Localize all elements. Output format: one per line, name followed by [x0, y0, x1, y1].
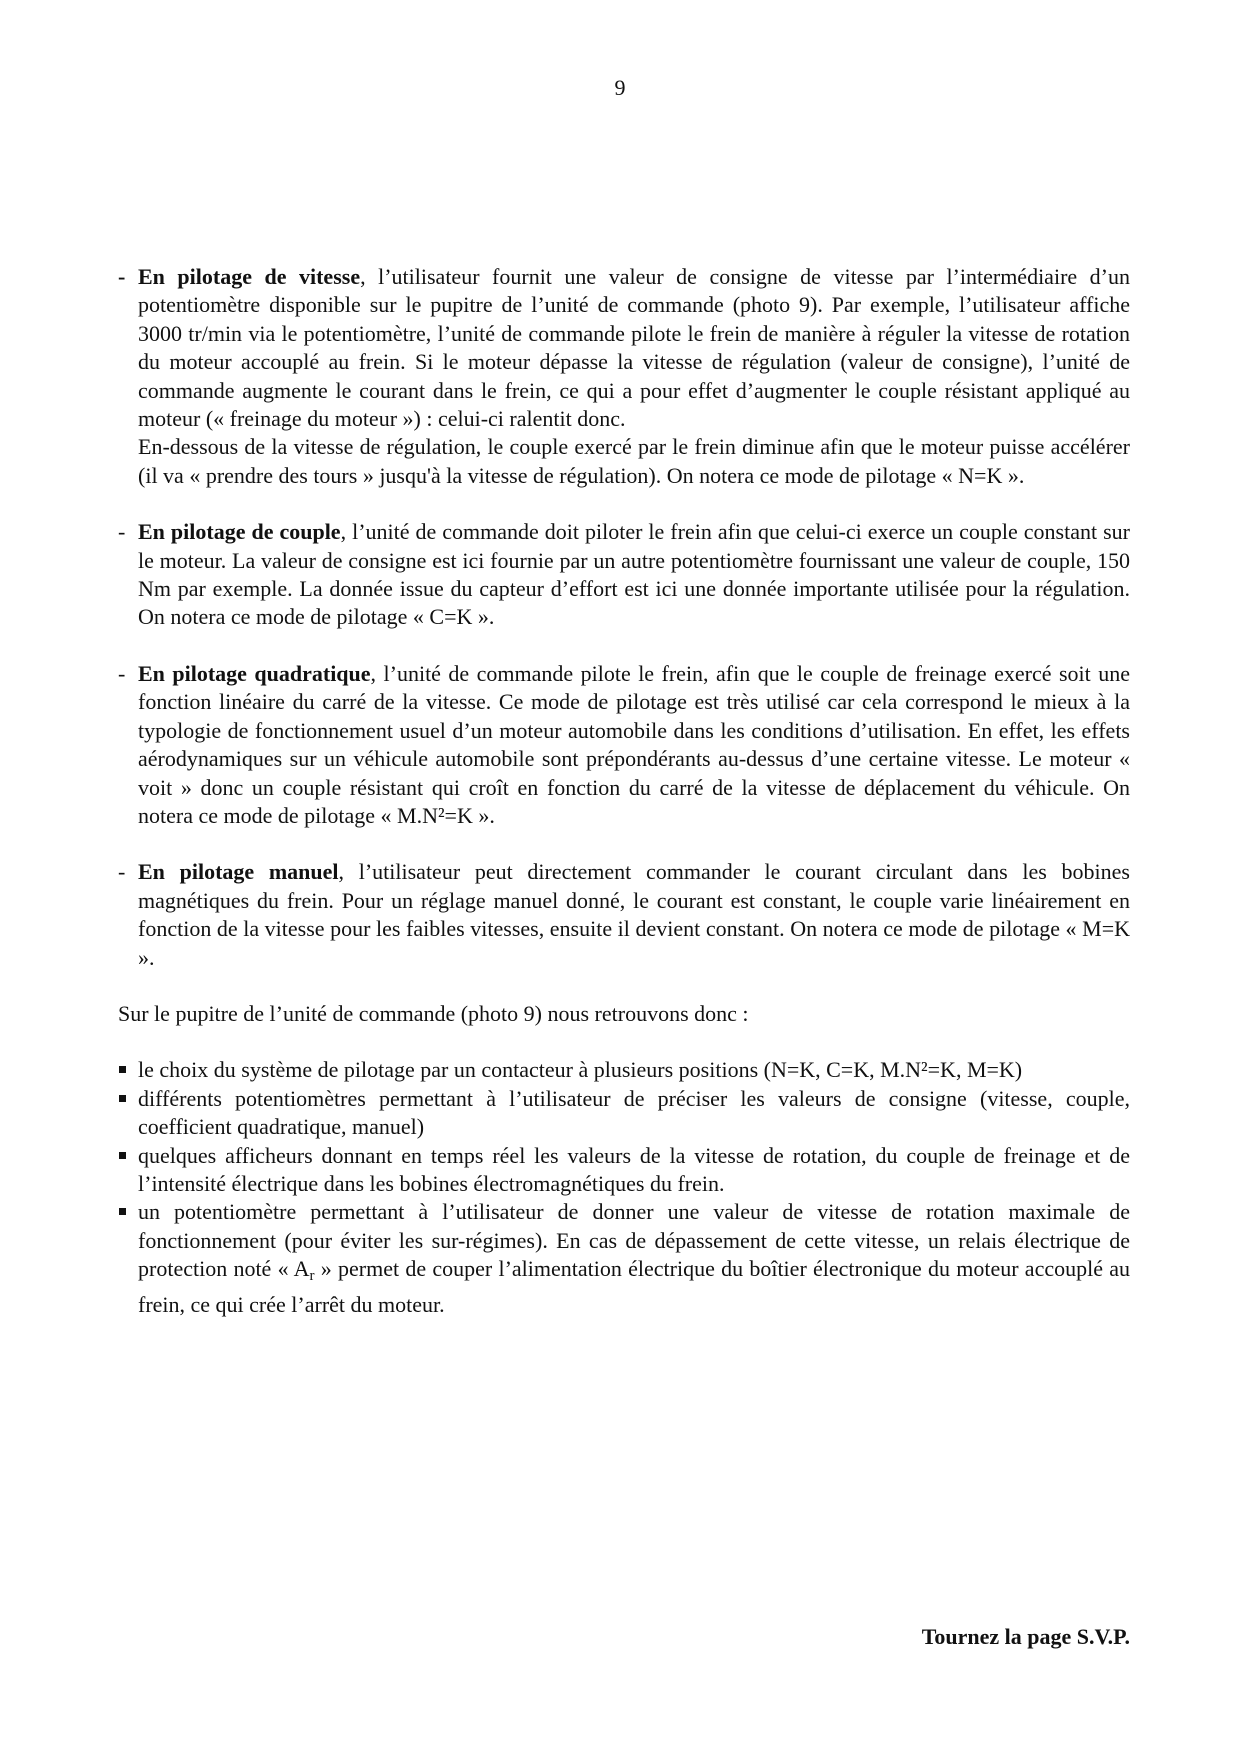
- section-manuel: [118, 858, 1130, 972]
- list-item: [118, 1198, 1130, 1319]
- section-couple: [118, 518, 1130, 632]
- section-quadratique: [118, 660, 1130, 830]
- document-body: [118, 263, 1130, 1319]
- list-item: [118, 1085, 1130, 1142]
- section-vitesse: [118, 263, 1130, 490]
- page-number: 9: [614, 75, 626, 100]
- intro-paragraph: Sur le pupitre de l’unité de commande (photo 9) nous retrouvons donc :: [118, 1000, 749, 1026]
- section-paragraph: En-dessous de la vitesse de régulation, le couple exercé par le frein diminue afin que le moteur puisse accélérer (il va « prendre des tours » jusqu'à la vitesse de régulation). On notera ce mode de pilotage « N=K ».: [138, 434, 1130, 488]
- section-title: En pilotage de vitesse: [138, 264, 361, 289]
- section-paragraph: [138, 263, 1130, 433]
- list-dash: -: [118, 519, 126, 545]
- list-item-text: différents potentiomètres permettant à l’utilisateur de préciser les valeurs de consigne (vitesse, couple, coefficient quadratique, manuel): [138, 1085, 1130, 1140]
- section-title: En pilotage quadratique: [138, 660, 371, 686]
- square-bullet-icon: [119, 1095, 126, 1102]
- bullet-list: [118, 1056, 1130, 1319]
- square-bullet-icon: [119, 1066, 126, 1073]
- list-item-text: un potentiomètre permettant à l’utilisateur de donner une valeur de vitesse de rotation maximale de fonctionnement (pour éviter les sur-régimes). En cas de dépassement de cette vitesse, un relais électrique de protection noté « A: [138, 1199, 1130, 1282]
- list-dash: -: [118, 660, 126, 686]
- list-dash: -: [118, 859, 126, 885]
- section-title: En pilotage de couple: [138, 519, 341, 545]
- list-item: [118, 1056, 1130, 1084]
- section-text: , l’utilisateur fournit une valeur de consigne de vitesse par l’intermédiaire d’un potentiomètre disponible sur le pupitre de l’unité de commande (photo 9). Par exemple, l’utilisateur affiche 3000 tr/min via le potentiomètre, l’unité de commande pilote le frein de manière à réguler la vitesse de rotation du moteur accouplé au frein. Si le moteur dépasse la vitesse de régulation (valeur de consigne), l’unité de commande augmente le courant dans le frein, ce qui a pour effet d’augmenter le couple résistant appliqué au moteur (« freinage du moteur ») : celui-ci ralentit donc.: [138, 264, 1130, 432]
- section-title: En pilotage manuel: [138, 859, 339, 885]
- list-item-text: quelques afficheurs donnant en temps réel les valeurs de la vitesse de rotation, du couple de freinage et de l’intensité électrique dans les bobines électromagnétiques du frein.: [138, 1142, 1130, 1196]
- section-text: , l’unité de commande pilote le frein, afin que le couple de freinage exercé soit une fonction linéaire du carré de la vitesse. Ce mode de pilotage est très utilisé car cela correspond le mieux à la typologie de fonctionnement usuel d’un moteur automobile dans les conditions d’utilisation. En effet, les effets aérodynamiques sur un véhicule automobile sont prépondérants au-dessus d’une certaine vitesse. Le moteur « voit » donc un couple résistant qui croît en fonction du carré de la vitesse de déplacement du véhicule. On notera ce mode de pilotage « M.N²=K ».: [138, 660, 1131, 828]
- section-paragraph: [138, 518, 1130, 632]
- footer-note: Tournez la page S.V.P.: [921, 1624, 1130, 1649]
- section-text: , l’utilisateur peut directement commander le courant circulant dans les bobines magnétiques du frein. Pour un réglage manuel donné, le courant est constant, le couple varie linéairement en fonction de la vitesse pour les faibles vitesses, ensuite il devient constant. On notera ce mode de pilotage « M=K ».: [138, 859, 1130, 970]
- square-bullet-icon: [119, 1152, 126, 1159]
- list-item-text: » permet de couper l’alimentation électrique du boîtier électronique du moteur accouplé au frein, ce qui crée l’arrêt du moteur.: [138, 1256, 1130, 1317]
- subscript-r: r: [309, 1268, 315, 1285]
- section-paragraph: [138, 660, 1130, 830]
- section-paragraph: [138, 858, 1130, 972]
- list-dash: -: [118, 264, 126, 289]
- list-item: [118, 1142, 1130, 1199]
- list-item-text: le choix du système de pilotage par un contacteur à plusieurs positions (N=K, C=K, M.N²=K, M=K): [138, 1057, 1023, 1083]
- square-bullet-icon: [119, 1208, 126, 1215]
- section-text: , l’unité de commande doit piloter le frein afin que celui-ci exerce un couple constant sur le moteur. La valeur de consigne est ici fournie par un autre potentiomètre fournissant une valeur de couple, 150 Nm par exemple. La donnée issue du capteur d’effort est ici une donnée importante utilisée pour la régulation. On notera ce mode de pilotage « C=K ».: [138, 519, 1130, 630]
